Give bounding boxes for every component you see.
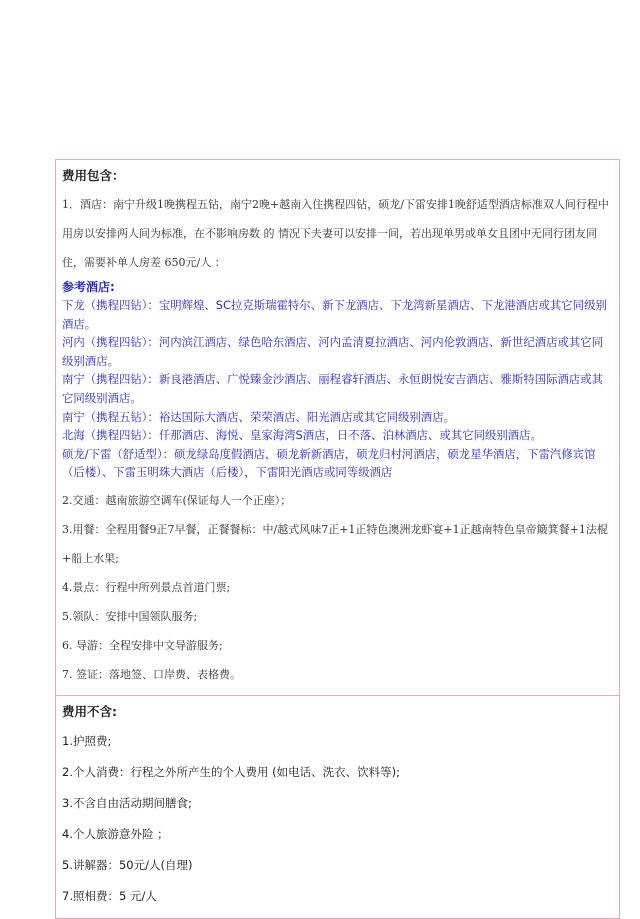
included-title: 费用包含： [62, 168, 125, 183]
included-item-leader: 5.领队：安排中国领队服务; [62, 609, 198, 623]
excluded-item-passport: 1.护照费; [62, 733, 112, 748]
excluded-title: 费用不含: [62, 703, 117, 719]
hotel-line: 硕龙/下雷（舒适型）：硕龙绿岛度假酒店，硕龙新新酒店，硕龙归村河酒店，硕龙星华酒店，下雷汽修宾馆（后楼）、下雷玉明珠大酒店（后楼），下雷阳光酒店或同等级酒店 [62, 446, 596, 480]
hotel-line: 南宁（携程五钻）：裕达国际大酒店、荣荣酒店、阳光酒店或其它同级别酒店。 [62, 409, 455, 424]
fee-table [55, 159, 620, 919]
excluded-row [56, 695, 620, 918]
reference-hotels-title: 参考酒店: [62, 280, 115, 294]
hotel-line: 下龙（携程四钻）：宝明辉煌、SC拉克斯瑞霍特尔、新下龙酒店、下龙湾新星酒店、下龙港酒店或其它同级别酒店。 [62, 298, 607, 331]
hotel-line: 河内（携程四钻）：河内滨江酒店、绿色哈东酒店、河内孟清夏拉酒店、河内伦敦酒店、新世纪酒店或其它同级别酒店。 [62, 335, 604, 368]
excluded-item-insurance: 4.个人旅游意外险 ； [62, 826, 169, 841]
included-item-guide: 6. 导游：全程安排中文导游服务; [62, 638, 223, 652]
hotel-policy-text: 1．酒店：南宁升级1晚携程五钻，南宁2晚+越南入住携程四钻，硕龙/下雷安排1晚舒适型酒店标准双人间行程中用房以安排两人间为标准，在不影响房数 的 情况下夫妻可以安排一间，若出现单男或单女且团中无同行团友同住，需要补单人房差 650元/人 ： [62, 198, 609, 269]
excluded-item-audio-guide: 5.讲解器：50元/人(自理) [62, 857, 193, 872]
excluded-item-personal: 2.个人消费：行程之外所产生的个人费用 (如电话、洗衣、饮料等); [62, 764, 400, 779]
included-item-meals: 3.用餐：全程用餐9正7早餐，正餐餐标：中/越式风味7正+1正特色澳洲龙虾宴+1正越南特色皇帝簸箕餐+1法棍+船上水果; [62, 522, 608, 565]
included-row [56, 160, 620, 696]
hotel-line: 北海（携程四钻）：仟那酒店、海悦、皇家海湾S酒店，日不落、泊林酒店、或其它同级别酒店。 [62, 428, 542, 443]
included-item-visa: 7. 签证：落地签、口岸费、表格费。 [62, 667, 241, 681]
excluded-cell [56, 695, 620, 918]
included-cell [56, 160, 620, 696]
excluded-item-photo: 7.照相费：5 元/人 [62, 888, 157, 903]
included-item-sights: 4.景点：行程中所列景点首道门票; [62, 580, 231, 594]
included-item-transport: 2.交通：越南旅游空调车(保证每人一个正座）； [62, 493, 292, 507]
excluded-item-meals: 3.不含自由活动期间膳食; [62, 795, 192, 810]
hotel-line: 南宁（携程四钻）：新良港酒店、广悦臻金沙酒店、丽程睿轩酒店、永恒朗悦安吉酒店、雅斯特国际酒店或其它同级别酒店。 [62, 372, 604, 405]
